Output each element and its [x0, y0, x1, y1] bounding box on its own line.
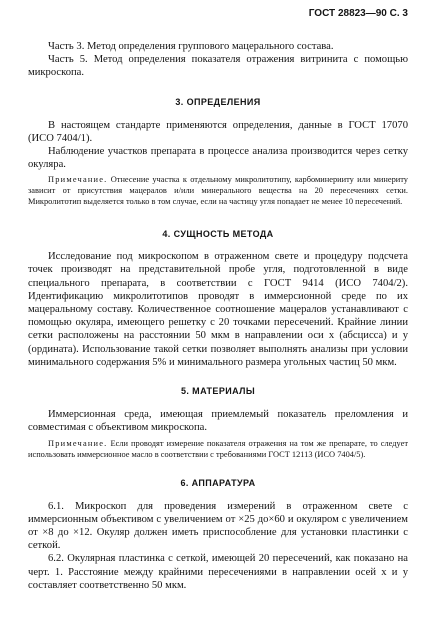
section-4-heading: 4. СУЩНОСТЬ МЕТОДА: [162, 229, 274, 240]
section-3-note: [28, 175, 408, 207]
section-6-paragraph-6-2: 6.2. Окулярная пластинка с сеткой, имеющей 20 пересечений, как показано на черт. 1. Расстояние между крайними пересечениями в направлении осей x и y составляет соответственно 50 мкм.: [28, 553, 408, 591]
section-6-paragraph-6-1: 6.1. Микроскоп для проведения измерений в отраженном свете с иммерсионным объективом с увеличением от ×25 до×60 и окуляром с увеличением от ×8 до ×12. Окуляр должен иметь приспособление для установки пластинки с сеткой.: [28, 500, 408, 552]
section-4-paragraph: Исследование под микроскопом в отраженном свете и процедуру подсчета точек производят на представительной пробе угля, подготовленной в виде специального препарата, в соответствии с ГОСТ 9414 (ИСО 7404/2). Идентификацию микролитотипов проводят в иммерсионной среде по их мацеральному составу. Количественное соотношение мацералов устанавливают с помощью окуляра, имеющего решетку с 20 точками пересечений. Крайние линии сетки расположены на расстоянии 50 мкм в направлении оси x (абсцисса) и y (ордината). Использование такой сетки позволяет выполнять анализы при условии минимального содержания 5% и минимального размера угольных частиц 50 мкм.: [28, 251, 408, 368]
note-label: Примечание.: [48, 439, 108, 449]
note-text: Отнесение участка к отдельному микролитотипу, карбоминерииту или минериту зависит от присутствия мацералов и/или минерального вещества на 20 пересечениях сетки. Микролитотип выделяется только в том случае, если на частицу угля попадает не менее 10 пересечений.: [28, 175, 408, 206]
section-3-paragraph: Наблюдение участков препарата в процессе анализа производится через сетку окуляра.: [28, 146, 408, 171]
section-6-heading: 6. АППАРАТУРА: [180, 477, 256, 488]
note-label: Примечание.: [48, 175, 108, 185]
page-header: ГОСТ 28823—90 С. 3: [308, 8, 408, 19]
section-5-note: [28, 439, 408, 460]
section-3-paragraph: В настоящем стандарте применяются определения, данные в ГОСТ 17070 (ИСО 7404/1).: [28, 119, 408, 144]
section-5-heading: 5. МАТЕРИАЛЫ: [180, 386, 256, 397]
section-5-paragraph: Иммерсионная среда, имеющая приемлемый показатель преломления и совместимая с объективом микроскопа.: [28, 409, 408, 434]
note-text: Если проводят измерение показателя отражения на том же препарате, то следует использовать иммерсионное масло в соответствии с требованиями ГОСТ 12113 (ИСО 7404/5).: [28, 439, 408, 460]
intro-part-3: Часть 3. Метод определения группового мацерального состава.: [48, 41, 334, 52]
intro-part-5: Часть 5. Метод определения показателя отражения витринита с помощью микроскопа.: [28, 54, 408, 79]
section-3-heading: 3. ОПРЕДЕЛЕНИЯ: [175, 96, 261, 107]
document-body: [28, 40, 408, 592]
